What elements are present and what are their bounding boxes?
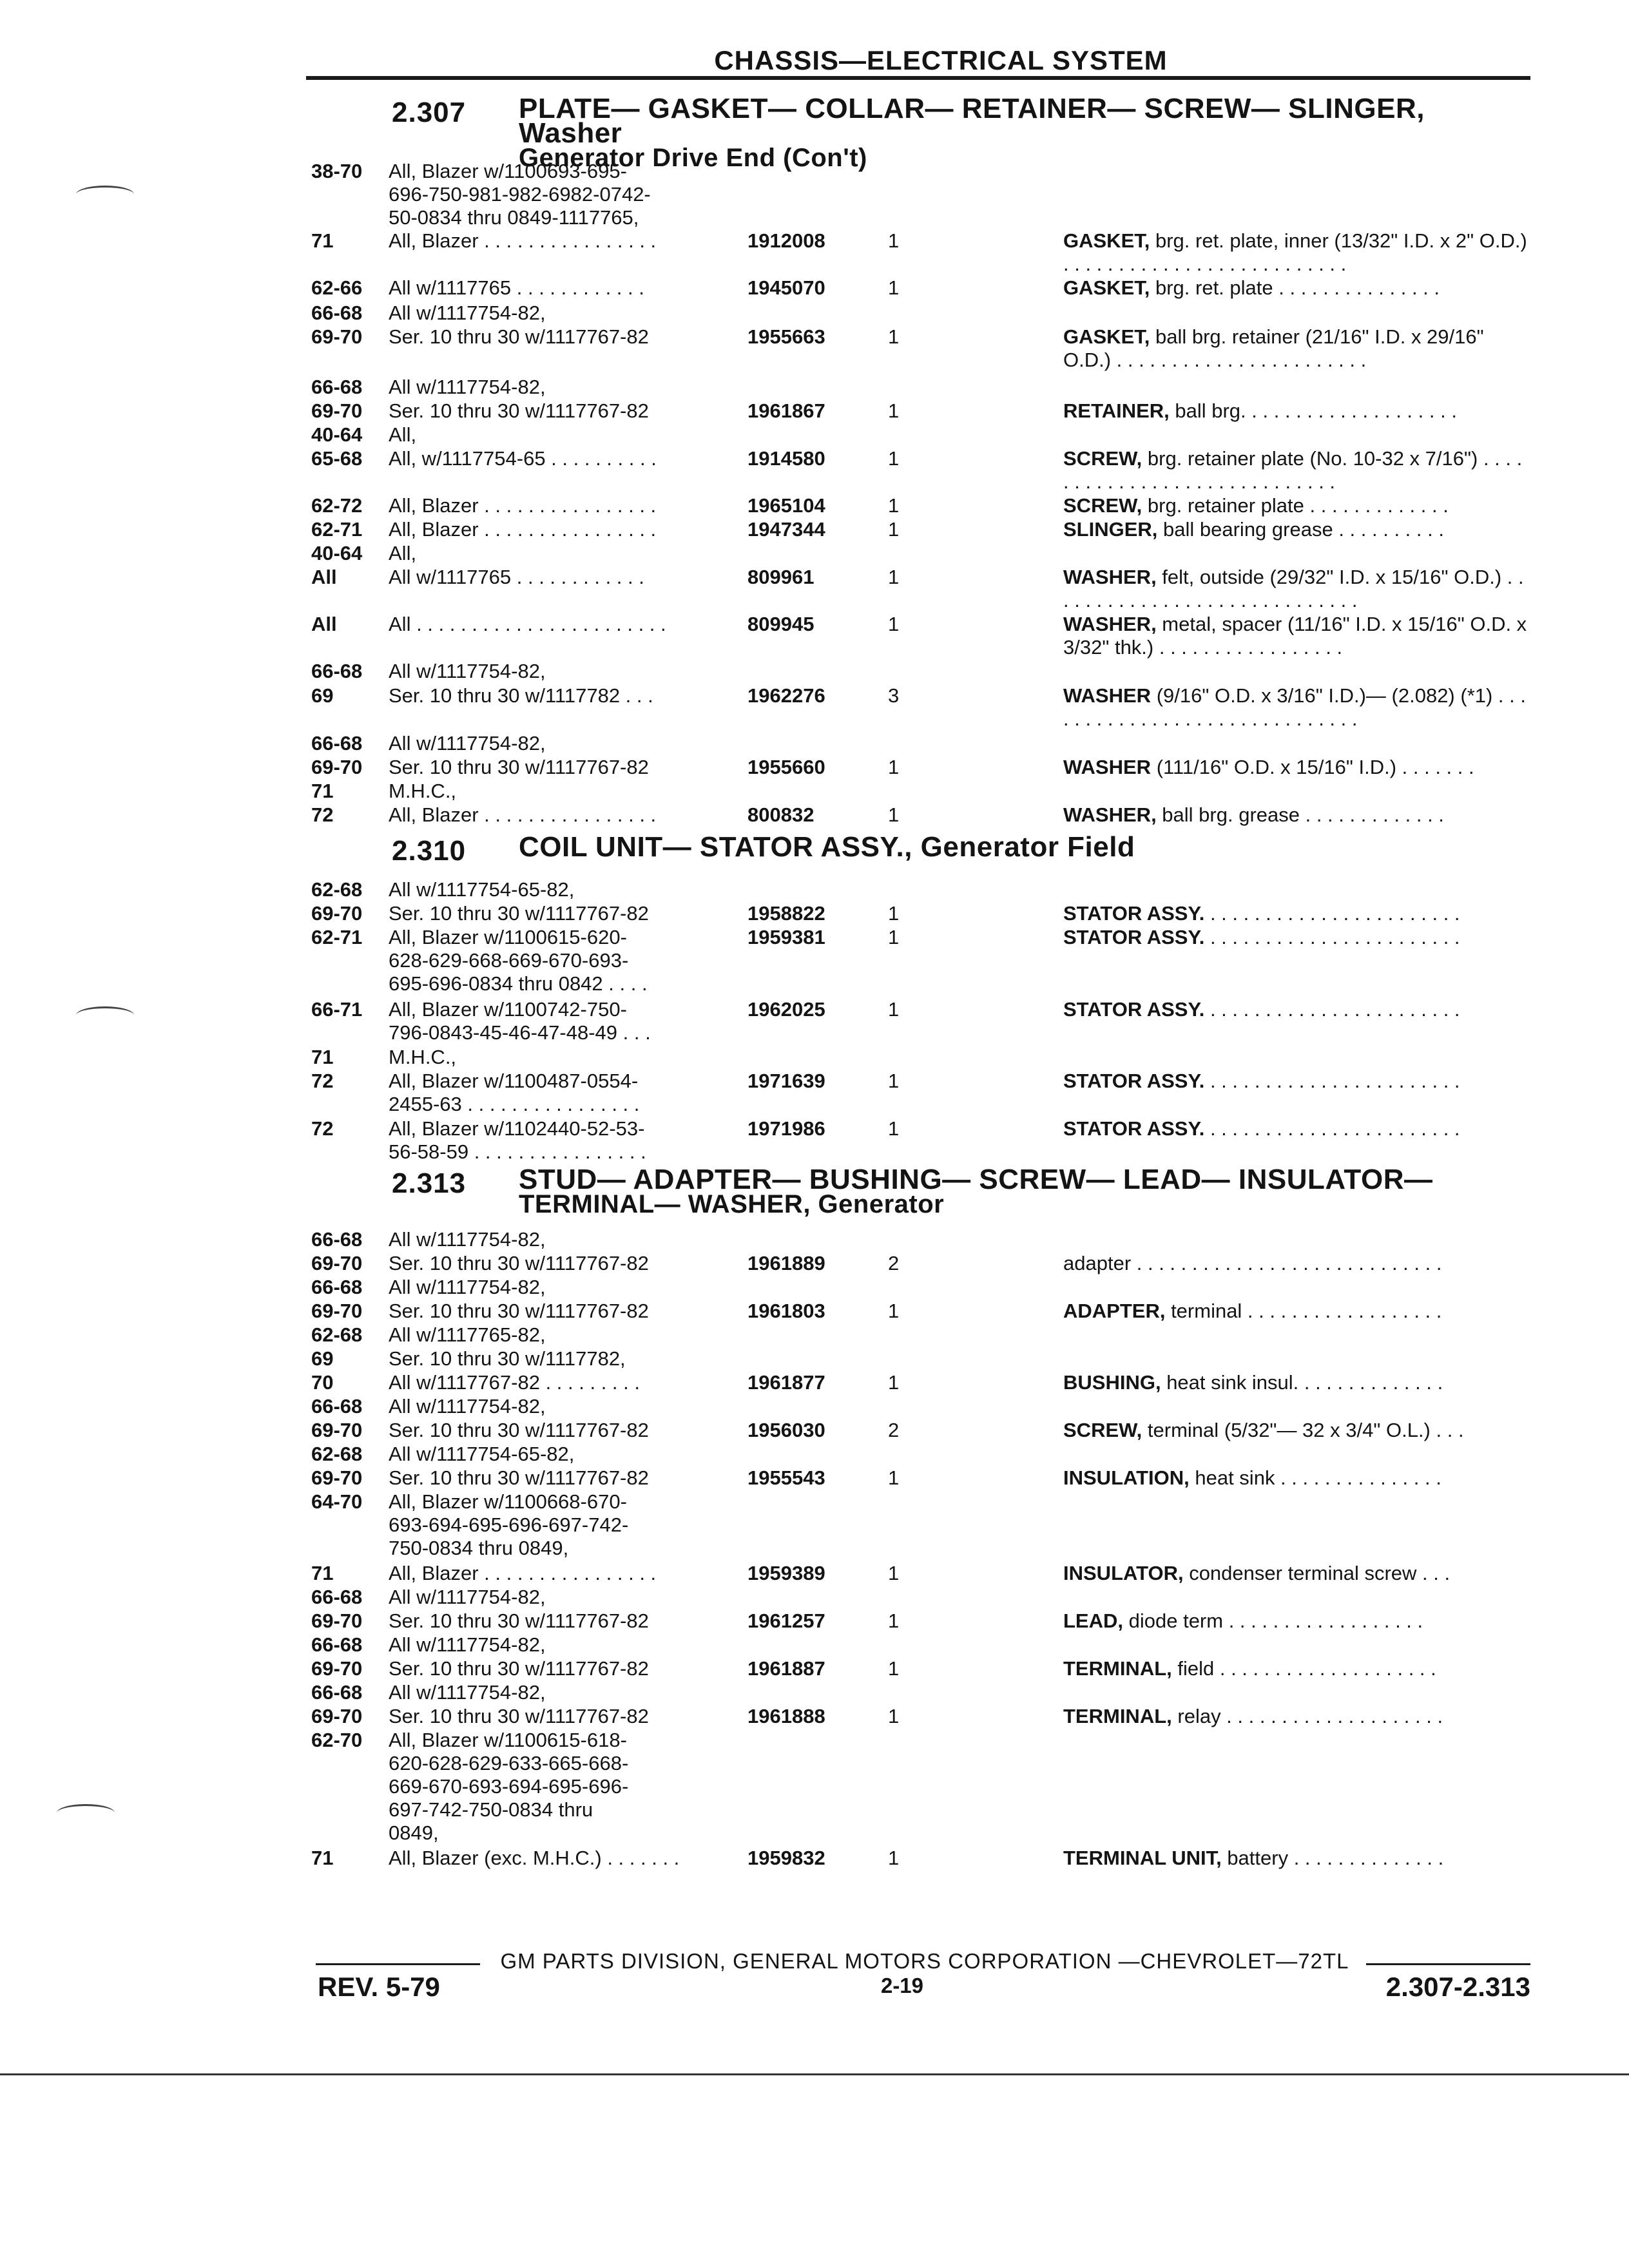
row-quantity: 1 [888, 803, 900, 826]
row-part-number: 1947344 [747, 518, 825, 541]
row-application: All w/1117754-82, [389, 1633, 546, 1656]
row-year: 69-70 [311, 1610, 363, 1632]
row-year: 62-72 [311, 494, 363, 517]
row-part-number: 1962025 [747, 998, 825, 1021]
section-title-line1: STUD— ADAPTER— BUSHING— SCREW— LEAD— INSULATOR— [519, 1164, 1433, 1195]
row-description-name: GASKET, [1063, 229, 1150, 252]
footer-revision: REV. 5-79 [318, 1972, 440, 2002]
row-application: All w/1117765 . . . . . . . . . . . . [389, 566, 644, 588]
scan-mark [57, 1804, 115, 1821]
row-application: All, Blazer w/1100668-670- 693-694-695-696-697-742- 750-0834 thru 0849, [389, 1490, 629, 1559]
row-application: M.H.C., [389, 1046, 457, 1068]
header-rule [306, 76, 1530, 80]
row-quantity: 1 [888, 1562, 900, 1584]
row-year: 69-70 [311, 399, 363, 422]
row-description [1063, 613, 1528, 659]
row-description [1063, 756, 1528, 779]
row-description [1063, 1419, 1528, 1442]
row-description-detail: heat sink . . . . . . . . . . . . . . . [1189, 1466, 1441, 1489]
section-title-line2: Generator Drive End (Con't) [519, 144, 867, 172]
row-application: All w/1117754-65-82, [389, 878, 575, 901]
row-year: 62-70 [311, 1729, 363, 1751]
row-year: 64-70 [311, 1490, 363, 1513]
row-year: 72 [311, 803, 334, 826]
row-description-name: GASKET, [1063, 325, 1150, 348]
row-part-number: 1945070 [747, 276, 825, 299]
row-quantity: 1 [888, 518, 900, 541]
row-application: Ser. 10 thru 30 w/1117767-82 [389, 756, 649, 778]
row-description-name: ADAPTER, [1063, 1300, 1166, 1322]
row-year: 38-70 [311, 160, 363, 182]
row-description [1063, 1117, 1528, 1140]
row-quantity: 1 [888, 1070, 900, 1092]
row-description-name: INSULATION, [1063, 1466, 1190, 1489]
scan-mark [76, 186, 134, 203]
row-description-detail: adapter . . . . . . . . . . . . . . . . . . . . . . . . . . . . [1063, 1252, 1442, 1274]
row-part-number: 1971639 [747, 1070, 825, 1092]
row-application: All, Blazer . . . . . . . . . . . . . . . . [389, 1562, 657, 1584]
row-part-number: 1912008 [747, 229, 825, 252]
row-description-name: WASHER [1063, 684, 1152, 707]
row-description-detail: condenser terminal screw . . . [1183, 1562, 1451, 1584]
row-description [1063, 1300, 1528, 1323]
row-year: 71 [311, 1847, 334, 1869]
row-application: All w/1117754-82, [389, 660, 546, 682]
row-application: All, Blazer . . . . . . . . . . . . . . . . [389, 229, 657, 252]
row-year: 70 [311, 1371, 334, 1394]
row-application: Ser. 10 thru 30 w/1117782 . . . [389, 684, 653, 707]
scan-edge-line [0, 2073, 1629, 2075]
row-description-name: STATOR ASSY. [1063, 926, 1205, 948]
row-description [1063, 1070, 1528, 1093]
scan-mark [76, 1006, 134, 1024]
row-application: All w/1117765 . . . . . . . . . . . . [389, 276, 644, 299]
row-application: Ser. 10 thru 30 w/1117782, [389, 1347, 626, 1370]
row-application: All w/1117754-82, [389, 376, 546, 398]
row-part-number: 1958822 [747, 902, 825, 925]
row-description-detail: . . . . . . . . . . . . . . . . . . . . . . . [1204, 926, 1460, 948]
row-application: All w/1117754-82, [389, 1681, 546, 1704]
row-description-detail: . . . . . . . . . . . . . . . . . . . . . . . [1204, 902, 1460, 925]
row-description-detail: . . . . . . . . . . . . . . . . . . . . . . . [1204, 1070, 1460, 1092]
row-description-detail: brg. ret. plate . . . . . . . . . . . . . . . [1150, 276, 1440, 299]
section-title-line2: TERMINAL— WASHER, Generator [519, 1190, 945, 1218]
row-description-name: GASKET, [1063, 276, 1150, 299]
row-quantity: 3 [888, 684, 900, 707]
row-quantity: 1 [888, 229, 900, 252]
row-application: Ser. 10 thru 30 w/1117767-82 [389, 325, 649, 348]
row-description [1063, 1847, 1528, 1870]
row-year: All [311, 613, 337, 635]
row-quantity: 1 [888, 1657, 900, 1680]
row-year: All [311, 566, 337, 588]
row-description-name: WASHER, [1063, 803, 1157, 826]
row-description-detail: relay . . . . . . . . . . . . . . . . . . . . [1171, 1705, 1443, 1727]
row-description-name: STATOR ASSY. [1063, 998, 1205, 1021]
row-year: 69-70 [311, 325, 363, 348]
row-part-number: 1961877 [747, 1371, 825, 1394]
row-description-detail: ball brg. grease . . . . . . . . . . . . . [1156, 803, 1444, 826]
row-part-number: 1961887 [747, 1657, 825, 1680]
row-application: Ser. 10 thru 30 w/1117767-82 [389, 1705, 649, 1727]
row-year: 65-68 [311, 447, 363, 470]
row-year: 71 [311, 1046, 334, 1068]
row-application: All, Blazer . . . . . . . . . . . . . . . . [389, 518, 657, 541]
row-description-detail: metal, spacer (11/16" I.D. x 15/16" O.D. x 3/32" thk.) . . . . . . . . . . . . . . . . . [1063, 613, 1527, 658]
row-part-number: 1961867 [747, 399, 825, 422]
row-description-name: INSULATOR, [1063, 1562, 1184, 1584]
row-quantity: 1 [888, 1117, 900, 1140]
row-year: 71 [311, 229, 334, 252]
row-year: 62-68 [311, 1443, 363, 1465]
section-number: 2.310 [392, 835, 467, 867]
row-quantity: 1 [888, 1847, 900, 1869]
row-description [1063, 1466, 1528, 1490]
row-year: 66-68 [311, 1633, 363, 1656]
row-application: Ser. 10 thru 30 w/1117767-82 [389, 1419, 649, 1441]
row-quantity: 1 [888, 1466, 900, 1489]
row-year: 62-68 [311, 1323, 363, 1346]
row-quantity: 1 [888, 756, 900, 778]
row-part-number: 1955660 [747, 756, 825, 778]
row-part-number: 809961 [747, 566, 815, 588]
row-quantity: 1 [888, 276, 900, 299]
row-description-detail: battery . . . . . . . . . . . . . . [1221, 1847, 1444, 1869]
row-application: All, Blazer w/1100615-618- 620-628-629-633-665-668- 669-670-693-694-695-696- 697-742-750-0834 thru 0849, [389, 1729, 629, 1844]
footer-rule-right [1366, 1963, 1530, 1965]
row-application: Ser. 10 thru 30 w/1117767-82 [389, 1657, 649, 1680]
row-description [1063, 566, 1528, 612]
row-description-detail: heat sink insul. . . . . . . . . . . . . . [1161, 1371, 1443, 1394]
row-quantity: 1 [888, 494, 900, 517]
footer-page-number: 2-19 [880, 1974, 924, 1997]
section-title [519, 831, 1530, 863]
row-part-number: 800832 [747, 803, 815, 826]
row-application: All, [389, 423, 417, 446]
row-description-name: RETAINER, [1063, 399, 1170, 422]
row-description-detail: ball bearing grease . . . . . . . . . . [1157, 518, 1444, 541]
row-year: 62-71 [311, 518, 363, 541]
row-application: All w/1117754-82, [389, 302, 546, 324]
footer-section-range: 2.307-2.313 [1385, 1972, 1530, 2002]
row-application: M.H.C., [389, 780, 457, 802]
row-quantity: 1 [888, 613, 900, 635]
row-part-number: 1965104 [747, 494, 825, 517]
footer-rule-left [316, 1963, 480, 1965]
row-part-number: 1961889 [747, 1252, 825, 1274]
section-title-line1: COIL UNIT— STATOR ASSY., Generator Field [519, 831, 1135, 863]
row-description-name: WASHER [1063, 756, 1152, 778]
row-application: Ser. 10 thru 30 w/1117767-82 [389, 399, 649, 422]
row-description-name: TERMINAL, [1063, 1657, 1172, 1680]
row-application: All, Blazer . . . . . . . . . . . . . . . . [389, 494, 657, 517]
row-quantity: 1 [888, 1371, 900, 1394]
row-part-number: 1956030 [747, 1419, 825, 1441]
row-application: All, Blazer w/1100487-0554- 2455-63 . . . . . . . . . . . . . . . . [389, 1070, 640, 1115]
row-application: Ser. 10 thru 30 w/1117767-82 [389, 1610, 649, 1632]
row-application: All w/1117754-82, [389, 1228, 546, 1251]
row-quantity: 2 [888, 1419, 900, 1441]
row-year: 62-71 [311, 926, 363, 948]
row-quantity: 1 [888, 399, 900, 422]
row-year: 62-68 [311, 878, 363, 901]
row-year: 66-68 [311, 302, 363, 324]
row-description [1063, 684, 1528, 731]
row-application: All, Blazer (exc. M.H.C.) . . . . . . . [389, 1847, 680, 1869]
row-description [1063, 447, 1528, 494]
row-application: All w/1117754-82, [389, 732, 546, 754]
row-year: 66-71 [311, 998, 363, 1021]
row-quantity: 2 [888, 1252, 900, 1274]
row-application: All, Blazer w/1100693-695- 696-750-981-982-6982-0742- 50-0834 thru 0849-1117765, [389, 160, 651, 229]
section-title [519, 93, 1530, 172]
row-description [1063, 276, 1528, 300]
row-description [1063, 494, 1528, 517]
row-part-number: 809945 [747, 613, 815, 635]
row-description [1063, 1252, 1528, 1275]
row-year: 69-70 [311, 756, 363, 778]
row-year: 71 [311, 780, 334, 802]
row-description [1063, 229, 1528, 276]
section-number: 2.313 [392, 1168, 467, 1199]
row-description-name: SCREW, [1063, 494, 1142, 517]
row-part-number: 1959832 [747, 1847, 825, 1869]
row-application: All . . . . . . . . . . . . . . . . . . . . . . . [389, 613, 666, 635]
row-description-detail: ball brg. . . . . . . . . . . . . . . . . . . . [1169, 399, 1457, 422]
row-description-name: TERMINAL UNIT, [1063, 1847, 1222, 1869]
row-description [1063, 902, 1528, 925]
row-year: 62-66 [311, 276, 363, 299]
row-part-number: 1914580 [747, 447, 825, 470]
row-description-name: BUSHING, [1063, 1371, 1161, 1394]
row-part-number: 1955663 [747, 325, 825, 348]
row-part-number: 1959381 [747, 926, 825, 948]
row-year: 69-70 [311, 1300, 363, 1322]
row-quantity: 1 [888, 998, 900, 1021]
row-description [1063, 399, 1528, 423]
row-year: 66-68 [311, 1395, 363, 1418]
row-year: 66-68 [311, 1276, 363, 1298]
section-title-line1: PLATE— GASKET— COLLAR— RETAINER— SCREW— SLINGER, Washer [519, 93, 1425, 149]
row-description [1063, 803, 1528, 827]
row-part-number: 1955543 [747, 1466, 825, 1489]
row-year: 71 [311, 1562, 334, 1584]
row-year: 69 [311, 1347, 334, 1370]
row-description-detail: field . . . . . . . . . . . . . . . . . . . . [1171, 1657, 1436, 1680]
row-quantity: 1 [888, 902, 900, 925]
row-description-name: SCREW, [1063, 1419, 1142, 1441]
row-application: Ser. 10 thru 30 w/1117767-82 [389, 902, 649, 925]
section-title [519, 1164, 1530, 1218]
row-description-name: SCREW, [1063, 447, 1142, 470]
row-description [1063, 518, 1528, 541]
row-part-number: 1961803 [747, 1300, 825, 1322]
row-year: 66-68 [311, 660, 363, 682]
row-part-number: 1959389 [747, 1562, 825, 1584]
page-header-title: CHASSIS—ELECTRICAL SYSTEM [714, 45, 1168, 75]
row-year: 66-68 [311, 732, 363, 754]
row-year: 69-70 [311, 1705, 363, 1727]
row-description-detail: (9/16" O.D. x 3/16" I.D.)— (2.082) (*1) . . . . . . . . . . . . . . . . . . . . . . . . . . . . . . [1063, 684, 1526, 730]
row-quantity: 1 [888, 325, 900, 348]
row-description-detail: brg. ret. plate, inner (13/32" I.D. x 2" O.D.) . . . . . . . . . . . . . . . . . . . . . . . . . . [1063, 229, 1527, 275]
row-description-detail: terminal (5/32"— 32 x 3/4" O.L.) . . . [1142, 1419, 1464, 1441]
row-quantity: 1 [888, 447, 900, 470]
row-year: 72 [311, 1117, 334, 1140]
row-application: All, Blazer . . . . . . . . . . . . . . . . [389, 803, 657, 826]
row-application: All, Blazer w/1102440-52-53- 56-58-59 . . . . . . . . . . . . . . . . [389, 1117, 646, 1163]
row-application: All, [389, 542, 417, 564]
row-part-number: 1961257 [747, 1610, 825, 1632]
row-description-detail: felt, outside (29/32" I.D. x 15/16" O.D.) . . . . . . . . . . . . . . . . . . . . . . . . . . . . . [1063, 566, 1524, 611]
row-description [1063, 1657, 1528, 1680]
row-year: 66-68 [311, 1228, 363, 1251]
row-application: All w/1117754-82, [389, 1395, 546, 1418]
row-year: 66-68 [311, 1586, 363, 1608]
row-description-detail: brg. retainer plate (No. 10-32 x 7/16") . . . . . . . . . . . . . . . . . . . . . . . . . . . . . [1063, 447, 1523, 493]
row-description-name: LEAD, [1063, 1610, 1123, 1632]
row-application: Ser. 10 thru 30 w/1117767-82 [389, 1252, 649, 1274]
row-description [1063, 1562, 1528, 1585]
row-quantity: 1 [888, 1300, 900, 1322]
row-quantity: 1 [888, 926, 900, 948]
row-description-name: STATOR ASSY. [1063, 1070, 1205, 1092]
row-application: All w/1117754-65-82, [389, 1443, 575, 1465]
row-application: All, Blazer w/1100742-750- 796-0843-45-46-47-48-49 . . . [389, 998, 651, 1044]
row-description-detail: ball brg. retainer (21/16" I.D. x 29/16" O.D.) . . . . . . . . . . . . . . . . . . . . . . . [1063, 325, 1484, 371]
row-description-name: STATOR ASSY. [1063, 1117, 1205, 1140]
row-description-detail: (111/16" O.D. x 15/16" I.D.) . . . . . . . [1151, 756, 1474, 778]
row-description-name: STATOR ASSY. [1063, 902, 1205, 925]
row-description-name: WASHER, [1063, 566, 1157, 588]
row-application: All, Blazer w/1100615-620- 628-629-668-669-670-693- 695-696-0834 thru 0842 . . . . [389, 926, 648, 995]
row-description [1063, 325, 1528, 372]
row-year: 69 [311, 684, 334, 707]
row-year: 69-70 [311, 902, 363, 925]
row-description [1063, 926, 1528, 949]
row-year: 40-64 [311, 542, 363, 564]
row-year: 69-70 [311, 1252, 363, 1274]
row-quantity: 1 [888, 1610, 900, 1632]
row-part-number: 1962276 [747, 684, 825, 707]
row-quantity: 1 [888, 1705, 900, 1727]
row-application: All w/1117767-82 . . . . . . . . . [389, 1371, 640, 1394]
row-description-name: TERMINAL, [1063, 1705, 1172, 1727]
row-application: All w/1117765-82, [389, 1323, 546, 1346]
row-application: Ser. 10 thru 30 w/1117767-82 [389, 1300, 649, 1322]
row-application: All w/1117754-82, [389, 1586, 546, 1608]
row-year: 69-70 [311, 1657, 363, 1680]
row-description-detail: terminal . . . . . . . . . . . . . . . . . . [1165, 1300, 1442, 1322]
row-application: Ser. 10 thru 30 w/1117767-82 [389, 1466, 649, 1489]
row-description [1063, 1705, 1528, 1728]
row-year: 40-64 [311, 423, 363, 446]
row-description [1063, 1371, 1528, 1394]
row-year: 66-68 [311, 376, 363, 398]
row-year: 69-70 [311, 1466, 363, 1489]
row-description-detail: brg. retainer plate . . . . . . . . . . . . . [1142, 494, 1449, 517]
row-part-number: 1971986 [747, 1117, 825, 1140]
row-part-number: 1961888 [747, 1705, 825, 1727]
row-description-name: SLINGER, [1063, 518, 1158, 541]
row-description [1063, 998, 1528, 1021]
row-description-detail: . . . . . . . . . . . . . . . . . . . . . . . [1204, 998, 1460, 1021]
row-year: 66-68 [311, 1681, 363, 1704]
row-year: 69-70 [311, 1419, 363, 1441]
section-number: 2.307 [392, 97, 467, 128]
row-description-detail: diode term . . . . . . . . . . . . . . . . . . [1123, 1610, 1423, 1632]
row-description-name: WASHER, [1063, 613, 1157, 635]
row-quantity: 1 [888, 566, 900, 588]
row-description [1063, 1610, 1528, 1633]
row-application: All w/1117754-82, [389, 1276, 546, 1298]
footer-publisher: GM PARTS DIVISION, GENERAL MOTORS CORPORATION —CHEVROLET—72TL [500, 1949, 1349, 1973]
row-description-detail: . . . . . . . . . . . . . . . . . . . . . . . [1204, 1117, 1460, 1140]
row-application: All, w/1117754-65 . . . . . . . . . . [389, 447, 657, 470]
row-year: 72 [311, 1070, 334, 1092]
